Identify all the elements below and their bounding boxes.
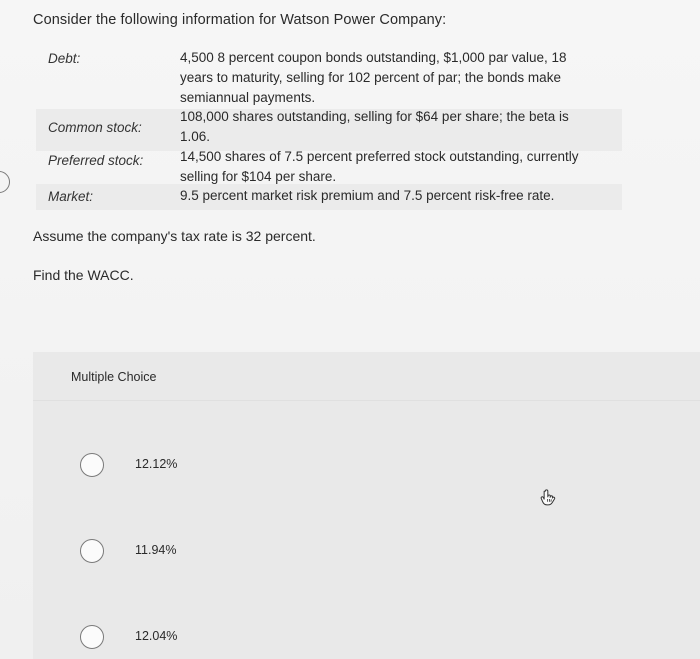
info-row-preferred-stock bbox=[36, 149, 622, 189]
choice-label: 12.04% bbox=[135, 629, 178, 643]
info-line: 4,500 8 percent coupon bonds outstanding, $1,000 par value, 18 bbox=[180, 50, 567, 65]
info-value-common-stock bbox=[180, 107, 625, 147]
info-line: 108,000 shares outstanding, selling for $64 per share; the beta is bbox=[180, 109, 569, 124]
info-label-common-stock: Common stock: bbox=[48, 120, 142, 135]
divider bbox=[33, 400, 700, 401]
info-label-debt: Debt: bbox=[48, 51, 81, 66]
choice-option-2[interactable] bbox=[80, 539, 480, 569]
choice-option-3[interactable] bbox=[80, 625, 480, 655]
radio-button-icon[interactable] bbox=[80, 453, 104, 477]
info-label-preferred-stock: Preferred stock: bbox=[48, 153, 144, 168]
info-line: 14,500 shares of 7.5 percent preferred stock outstanding, currently bbox=[180, 149, 579, 164]
info-line: years to maturity, selling for 102 percent of par; the bonds make bbox=[180, 70, 561, 85]
info-line: 9.5 percent market risk premium and 7.5 percent risk-free rate. bbox=[180, 188, 555, 203]
info-line: selling for $104 per share. bbox=[180, 169, 337, 184]
multiple-choice-panel bbox=[33, 352, 700, 659]
hand-pointer-icon bbox=[537, 488, 559, 510]
choice-label: 12.12% bbox=[135, 457, 178, 471]
info-label-market: Market: bbox=[48, 189, 94, 204]
info-row-common-stock bbox=[36, 109, 622, 151]
info-line: 1.06. bbox=[180, 129, 211, 144]
radio-button-icon[interactable] bbox=[80, 625, 104, 649]
question-prompt: Find the WACC. bbox=[33, 267, 134, 283]
info-value-preferred-stock bbox=[180, 147, 625, 187]
info-row-market bbox=[36, 184, 622, 210]
info-line: semiannual payments. bbox=[180, 90, 316, 105]
choice-option-1[interactable] bbox=[80, 453, 480, 483]
partial-radio-icon bbox=[0, 171, 10, 193]
info-value-market bbox=[180, 186, 625, 206]
radio-button-icon[interactable] bbox=[80, 539, 104, 563]
choice-label: 11.94% bbox=[135, 543, 177, 557]
info-value-debt bbox=[180, 48, 625, 108]
info-row-debt bbox=[36, 45, 622, 111]
question-intro: Consider the following information for Watson Power Company: bbox=[33, 12, 447, 28]
tax-note: Assume the company's tax rate is 32 percent. bbox=[33, 228, 316, 244]
multiple-choice-header: Multiple Choice bbox=[71, 370, 157, 384]
